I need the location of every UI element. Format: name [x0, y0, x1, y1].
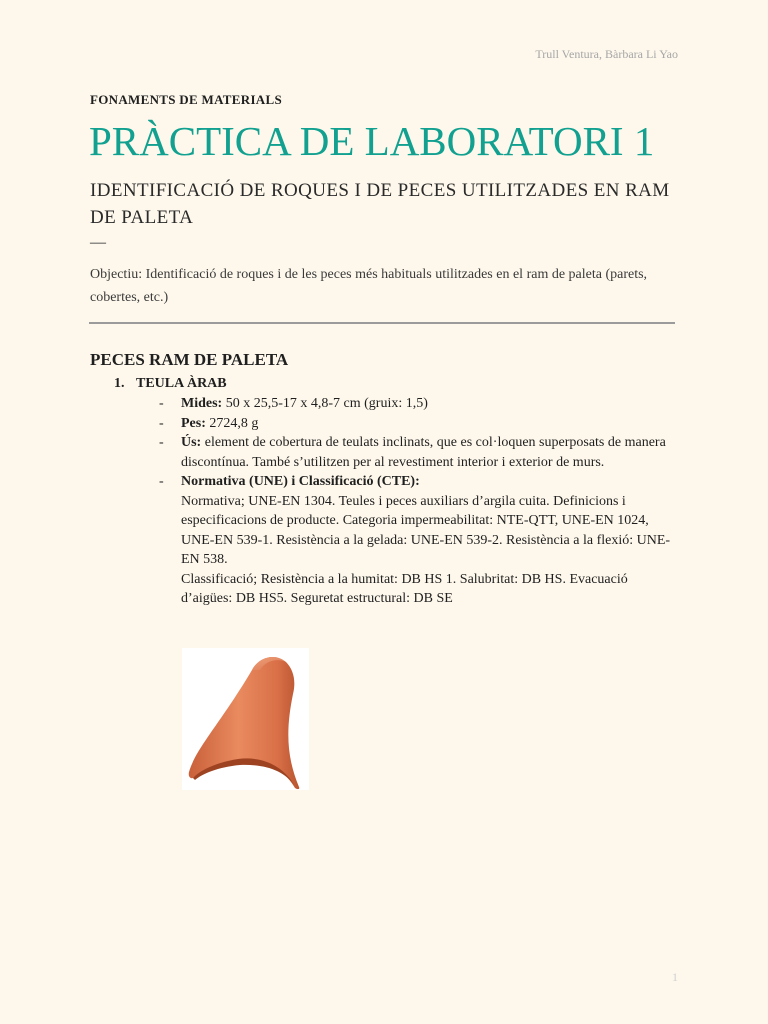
tile-image	[182, 648, 309, 790]
list-item-name: TEULA ÀRAB	[136, 376, 227, 391]
subtitle-dash: —	[90, 234, 106, 251]
detail-label: Mides:	[181, 396, 223, 411]
header-authors: Trull Ventura, Bàrbara Li Yao	[535, 47, 678, 61]
list-item-number: 1.	[114, 376, 125, 391]
detail-value: 2724,8 g	[205, 415, 259, 431]
detail-value: element de cobertura de teulats inclinats, que es col·loquen superposats de manera discontínua. També s’utilitzen per al revestiment interior i exterior de murs.	[181, 435, 666, 470]
item-details-list	[157, 394, 677, 609]
objective-text: Objectiu: Identificació de roques i de les peces més habituals utilitzades en el ram de paleta (parets, cobertes, etc.)	[90, 267, 648, 305]
detail-value: 50 x 25,5-17 x 4,8-7 cm (gruix: 1,5)	[222, 396, 428, 411]
horizontal-rule	[89, 322, 675, 324]
section-heading: PECES RAM DE PALETA	[90, 350, 289, 369]
subject-label: FONAMENTS DE MATERIALS	[90, 92, 282, 107]
normativa-text: Normativa; UNE-EN 1304. Teules i peces auxiliars d’argila cuita. Definicions i especificacions de producte. Categoria impermeabilitat: NTE-QTT, UNE-EN 1024, UNE-EN 539-1. Resistència a la gelada: UNE-EN 539-2. Resistència a la flexió: UNE-EN 538.	[181, 493, 671, 567]
list-item-heading	[114, 376, 227, 392]
detail-label: Pes:	[181, 415, 206, 431]
detail-label: Ús:	[181, 435, 202, 450]
page-title: PRÀCTICA DE LABORATORI 1	[89, 118, 655, 164]
detail-mides	[157, 394, 677, 414]
detail-label: Normativa (UNE) i Classificació (CTE):	[181, 474, 420, 489]
roof-tile-illustration	[182, 648, 309, 790]
detail-pes	[157, 414, 677, 434]
detail-us	[157, 433, 677, 472]
classificacio-text: Classificació; Resistència a la humitat: DB HS 1. Salubritat: DB HS. Evacuació d’aigües: DB HS5. Seguretat estructural: DB SE	[181, 571, 628, 606]
detail-normativa	[157, 472, 677, 609]
page-subtitle: IDENTIFICACIÓ DE ROQUES I DE PECES UTILITZADES EN RAM DE PALETA	[90, 180, 670, 228]
page-number: 1	[672, 970, 678, 984]
